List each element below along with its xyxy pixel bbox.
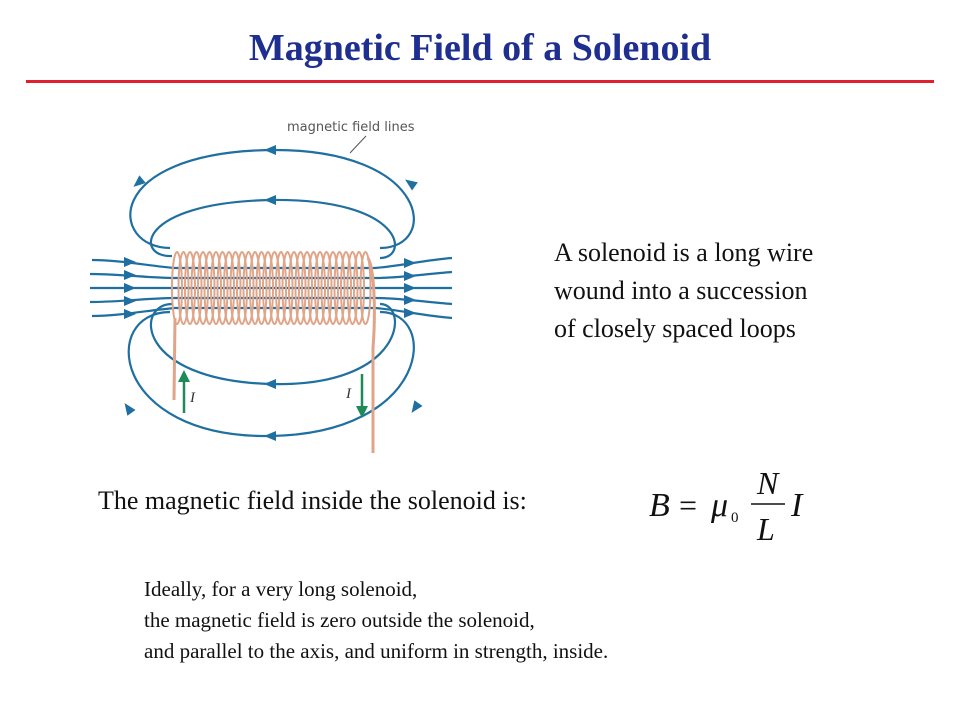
field-arrow-top-outer-right [402,175,418,190]
current-label-right: I [346,386,351,402]
field-arrow-axis-right-4 [404,295,416,305]
field-arrow-axis-5 [124,309,136,319]
title-divider [26,80,934,83]
formula-mu-subscript: 0 [731,510,739,526]
field-arrow-bottom-left [120,400,135,416]
field-arrow-top-mid [264,195,276,205]
field-lines-callout: magnetic field lines [287,120,415,135]
field-arrow-axis-right-2 [404,271,416,281]
field-arrow-axis-right-1 [404,258,416,268]
description-line: of closely spaced loops [554,314,796,343]
field-arrow-top-outer [264,145,276,155]
field-arrow-axis-4 [124,296,136,306]
notes [144,574,608,667]
current-arrow-up-icon [178,370,190,413]
field-line-axis-4 [90,298,452,304]
field-arrow-axis-3 [124,283,136,293]
field-arrow-axis-right-3 [404,283,416,293]
description-line: A solenoid is a long wire [554,238,814,267]
note-line: and parallel to the axis, and uniform in strength, inside. [144,639,609,663]
field-arrow-bottom-right [407,400,422,416]
field-statement: The magnetic field inside the solenoid is: [98,486,527,515]
field-line-outer-bottom [129,312,414,436]
formula-equals: = [679,487,698,523]
current-label-left: I [190,390,195,406]
field-arrow-bottom-mid [264,379,276,389]
formula-numerator: N [757,465,779,501]
formula-denominator: L [757,511,775,546]
formula-rhs: I [791,487,803,524]
coil-lead-left [174,318,175,400]
current-arrow-down-icon [356,374,368,418]
solenoid-diagram [80,108,480,468]
field-line-mid-top [151,200,395,258]
solenoid-description [554,234,934,348]
field-arrow-axis-right-5 [404,308,416,318]
slide-title: Magnetic Field of a Solenoid [248,27,712,69]
field-arrow-axis-1 [124,257,136,267]
formula-lhs: B [649,487,670,524]
note-line: Ideally, for a very long solenoid, [144,577,418,601]
callout-leader [350,136,366,153]
field-line-axis-2 [90,272,452,278]
formula-mu: μ [711,487,729,524]
field-arrow-bottom-outer [264,431,276,441]
description-line: wound into a succession [554,276,808,305]
note-line: the magnetic field is zero outside the solenoid, [144,608,535,632]
field-arrow-axis-2 [124,270,136,280]
field-formula [645,462,820,546]
field-arrow-top-outer-left [130,175,146,190]
